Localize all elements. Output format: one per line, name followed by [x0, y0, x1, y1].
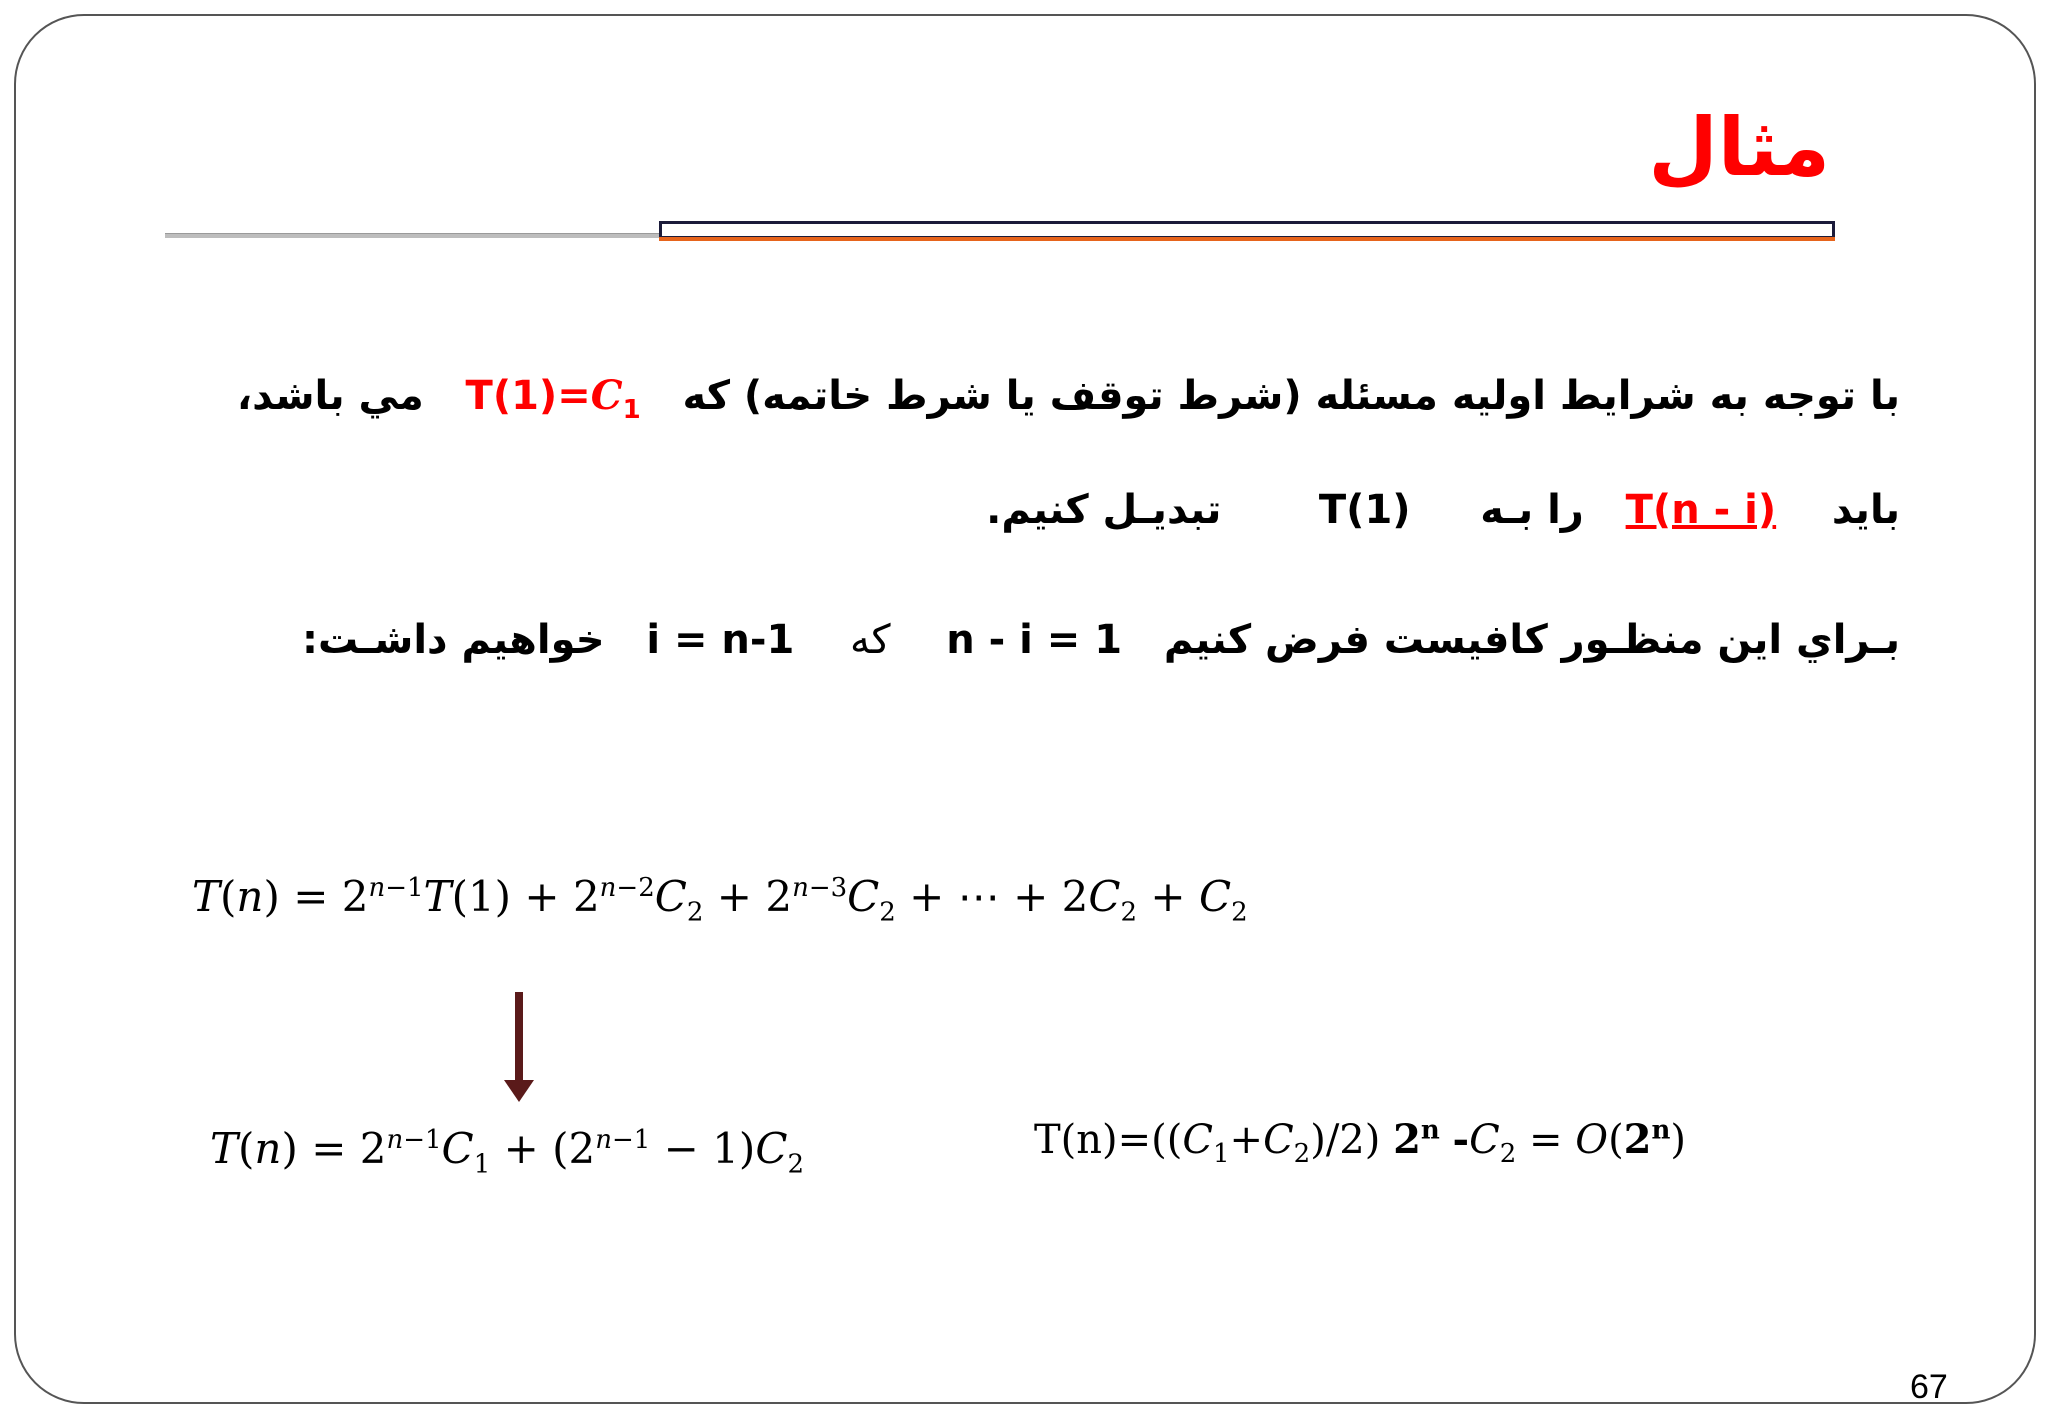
c1-symbol: C — [590, 372, 623, 419]
line3-text-a: بـراي اين منظـور کافيست فرض کنيم — [1163, 617, 1900, 663]
down-arrow-shaft — [515, 992, 523, 1084]
down-arrow-icon — [504, 1080, 534, 1102]
line2-text-b: را بـه — [1480, 487, 1584, 533]
line2-text-a: بايد — [1831, 487, 1900, 533]
equation-simplified-content: $T(n) = 2^{n-1}C_1 + (2^{n-1} - 1)C_2$ — [210, 1124, 804, 1180]
equation-closed-form — [1034, 1115, 1687, 1169]
line3-text-c: خواهيم داشـت: — [301, 617, 605, 663]
t1-term: T(1) — [1318, 487, 1411, 533]
text-line-2 — [986, 486, 1900, 534]
text-line-1 — [237, 372, 1900, 426]
equation-closed-form-content: $T(n)=((C_1+C_2)/2)$ 2$^n$ $-C_2 = O(2^n)$ — [1034, 1115, 1687, 1169]
page-number: 67 — [1910, 1368, 1948, 1406]
line1-text-a: با توجه به شرايط اوليه مسئله (شرط توقف يا شرط خاتمه) که — [682, 373, 1900, 419]
equation-expansion — [192, 872, 1248, 928]
t1-prefix: T(1)= — [465, 373, 591, 419]
equation-expansion-content: $T(n) = 2^{n-1}T(1) + 2^{n-2}C_2 + 2^{n-3}C_2$ + ⋯ + $2C_2 + C_2$ — [192, 872, 1248, 928]
eq-i-value: i = n-1 — [646, 617, 795, 663]
t1-condition — [466, 372, 641, 426]
c1-subscript: 1 — [622, 395, 641, 425]
equation-simplified — [210, 1124, 804, 1180]
line2-text-c: تبديـل کنيم. — [986, 487, 1222, 533]
tni-term: T(n - i) — [1625, 487, 1777, 533]
eq-n-minus-i: n - i = 1 — [946, 617, 1123, 663]
title-rule-gray — [165, 233, 665, 238]
slide-title: مثال — [1648, 101, 1830, 194]
text-line-3 — [302, 616, 1900, 664]
line1-text-b: مي باشد، — [236, 373, 424, 419]
title-rule-accent — [659, 237, 1835, 241]
line3-text-b: که — [850, 617, 891, 663]
